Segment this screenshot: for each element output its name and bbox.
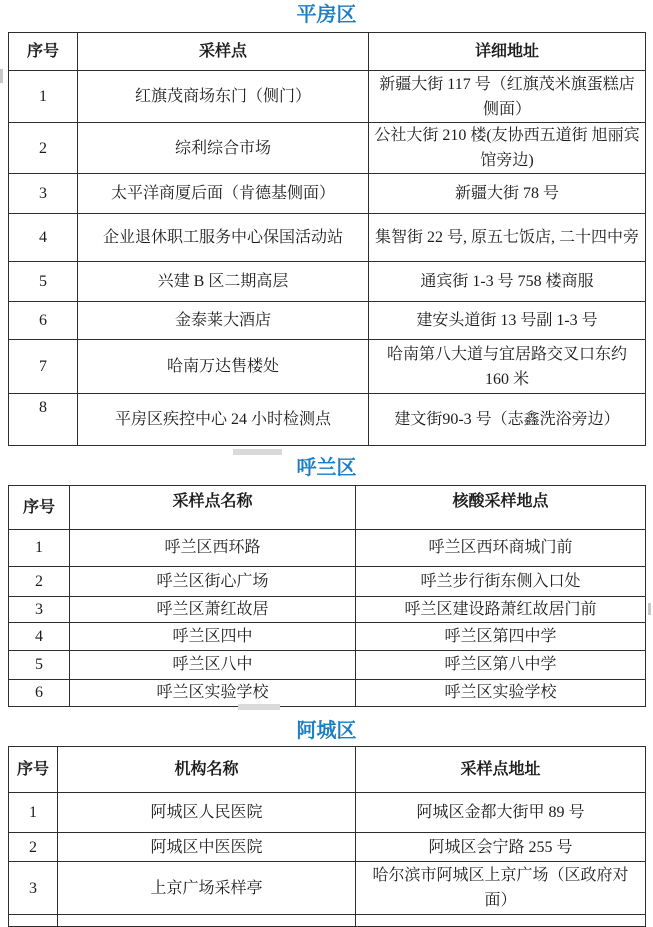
cell-index: 2 [9, 567, 70, 597]
cell-address: 呼兰步行街东侧入口处 [356, 567, 646, 597]
cell-index: 7 [9, 340, 78, 394]
cell-site-name: 阿城区人民医院 [58, 793, 356, 833]
table-row [9, 71, 646, 123]
table-row [9, 123, 646, 174]
cell-index: 5 [9, 262, 78, 302]
cell-site-name: 兴建 B 区二期高层 [78, 262, 369, 302]
table-row [9, 302, 646, 340]
table-row [9, 394, 646, 446]
cell-address: 呼兰区第四中学 [356, 623, 646, 651]
section-title-pingfang: 平房区 [296, 4, 357, 26]
cell-address: 通宾街 1-3 号 758 楼商服 [369, 262, 646, 302]
cell-index: 2 [9, 123, 78, 174]
hulan-table [8, 485, 646, 707]
header-cell-index: 序号 [9, 747, 58, 793]
cell-address: 呼兰区实验学校 [356, 680, 646, 707]
cell-index: 2 [9, 833, 58, 862]
cell-site-name: 呼兰区街心广场 [70, 567, 356, 597]
table-row [9, 833, 646, 862]
cell-index: 3 [9, 597, 70, 623]
table-row [9, 262, 646, 302]
cell-index: 8 [9, 394, 78, 446]
table-row [9, 214, 646, 262]
cell-address: 新疆大街 78 号 [369, 174, 646, 214]
table-row [9, 174, 646, 214]
cell-index: 1 [9, 793, 58, 833]
cell-site-name: 哈南万达售楼处 [78, 340, 369, 394]
edge-mark-artifact [648, 603, 651, 615]
cell-site-name: 阿城区中医医院 [58, 833, 356, 862]
cell-address: 公社大街 210 楼(友协西五道街 旭丽宾馆旁边) [369, 123, 646, 174]
table-row [9, 567, 646, 597]
table-header-row [9, 747, 646, 793]
pingfang-table [8, 32, 646, 446]
cell-site-name [58, 915, 356, 927]
cell-site-name: 金泰莱大酒店 [78, 302, 369, 340]
cell-index: 5 [9, 651, 70, 680]
cell-site-name: 太平洋商厦后面（肯德基侧面） [78, 174, 369, 214]
header-cell-name: 机构名称 [58, 747, 356, 793]
cell-address: 新疆大街 117 号（红旗茂米旗蛋糕店侧面） [369, 71, 646, 123]
header-cell-name: 采样点名称 [70, 486, 356, 530]
section-title-acheng: 阿城区 [296, 720, 357, 742]
cell-site-name: 呼兰区八中 [70, 651, 356, 680]
header-cell-address: 详细地址 [369, 33, 646, 71]
cell-index: 6 [9, 680, 70, 707]
cell-site-name: 呼兰区西环路 [70, 530, 356, 567]
cell-site-name: 企业退休职工服务中心保国活动站 [78, 214, 369, 262]
table-header-row [9, 486, 646, 530]
table-row [9, 651, 646, 680]
cell-site-name: 综利综合市场 [78, 123, 369, 174]
acheng-table [8, 746, 646, 927]
cell-address: 哈尔滨市阿城区上京广场（区政府对面） [356, 862, 646, 915]
table-row [9, 680, 646, 707]
cell-address: 建文街90-3 号（志鑫洗浴旁边） [369, 394, 646, 446]
table-row [9, 623, 646, 651]
cell-site-name: 平房区疾控中心 24 小时检测点 [78, 394, 369, 446]
cell-index: 4 [9, 214, 78, 262]
cell-address: 阿城区金都大街甲 89 号 [356, 793, 646, 833]
table-header-row [9, 33, 646, 71]
cell-index: 3 [9, 174, 78, 214]
cell-address: 呼兰区西环商城门前 [356, 530, 646, 567]
table-row [9, 862, 646, 915]
cell-address: 呼兰区第八中学 [356, 651, 646, 680]
cell-site-name: 红旗茂商场东门（侧门） [78, 71, 369, 123]
cell-index: 4 [9, 623, 70, 651]
header-cell-index: 序号 [9, 33, 78, 71]
cell-site-name: 呼兰区萧红故居 [70, 597, 356, 623]
cell-site-name: 呼兰区实验学校 [70, 680, 356, 707]
edge-mark-artifact [0, 69, 3, 83]
cell-index [9, 915, 58, 927]
header-cell-address: 核酸采样地点 [356, 486, 646, 530]
cell-address: 集智街 22 号, 原五七饭店, 二十四中旁 [369, 214, 646, 262]
cell-address [356, 915, 646, 927]
cell-site-name: 呼兰区四中 [70, 623, 356, 651]
header-cell-address: 采样点地址 [356, 747, 646, 793]
header-cell-index: 序号 [9, 486, 70, 530]
cell-index: 1 [9, 530, 70, 567]
cell-address: 阿城区会宁路 255 号 [356, 833, 646, 862]
section-title-hulan: 呼兰区 [296, 457, 357, 479]
header-cell-name: 采样点 [78, 33, 369, 71]
cell-address: 哈南第八大道与宜居路交叉口东约 160 米 [369, 340, 646, 394]
cell-index: 3 [9, 862, 58, 915]
cell-address: 建安头道街 13 号副 1-3 号 [369, 302, 646, 340]
table-handle-artifact [238, 704, 280, 710]
table-row [9, 530, 646, 567]
cell-address: 呼兰区建设路萧红故居门前 [356, 597, 646, 623]
table-handle-artifact [233, 449, 282, 455]
cell-index: 6 [9, 302, 78, 340]
table-row [9, 793, 646, 833]
table-row [9, 340, 646, 394]
cell-index: 1 [9, 71, 78, 123]
cell-site-name: 上京广场采样亭 [58, 862, 356, 915]
document-page [0, 3, 653, 917]
table-row [9, 597, 646, 623]
table-row-partial [9, 915, 646, 927]
